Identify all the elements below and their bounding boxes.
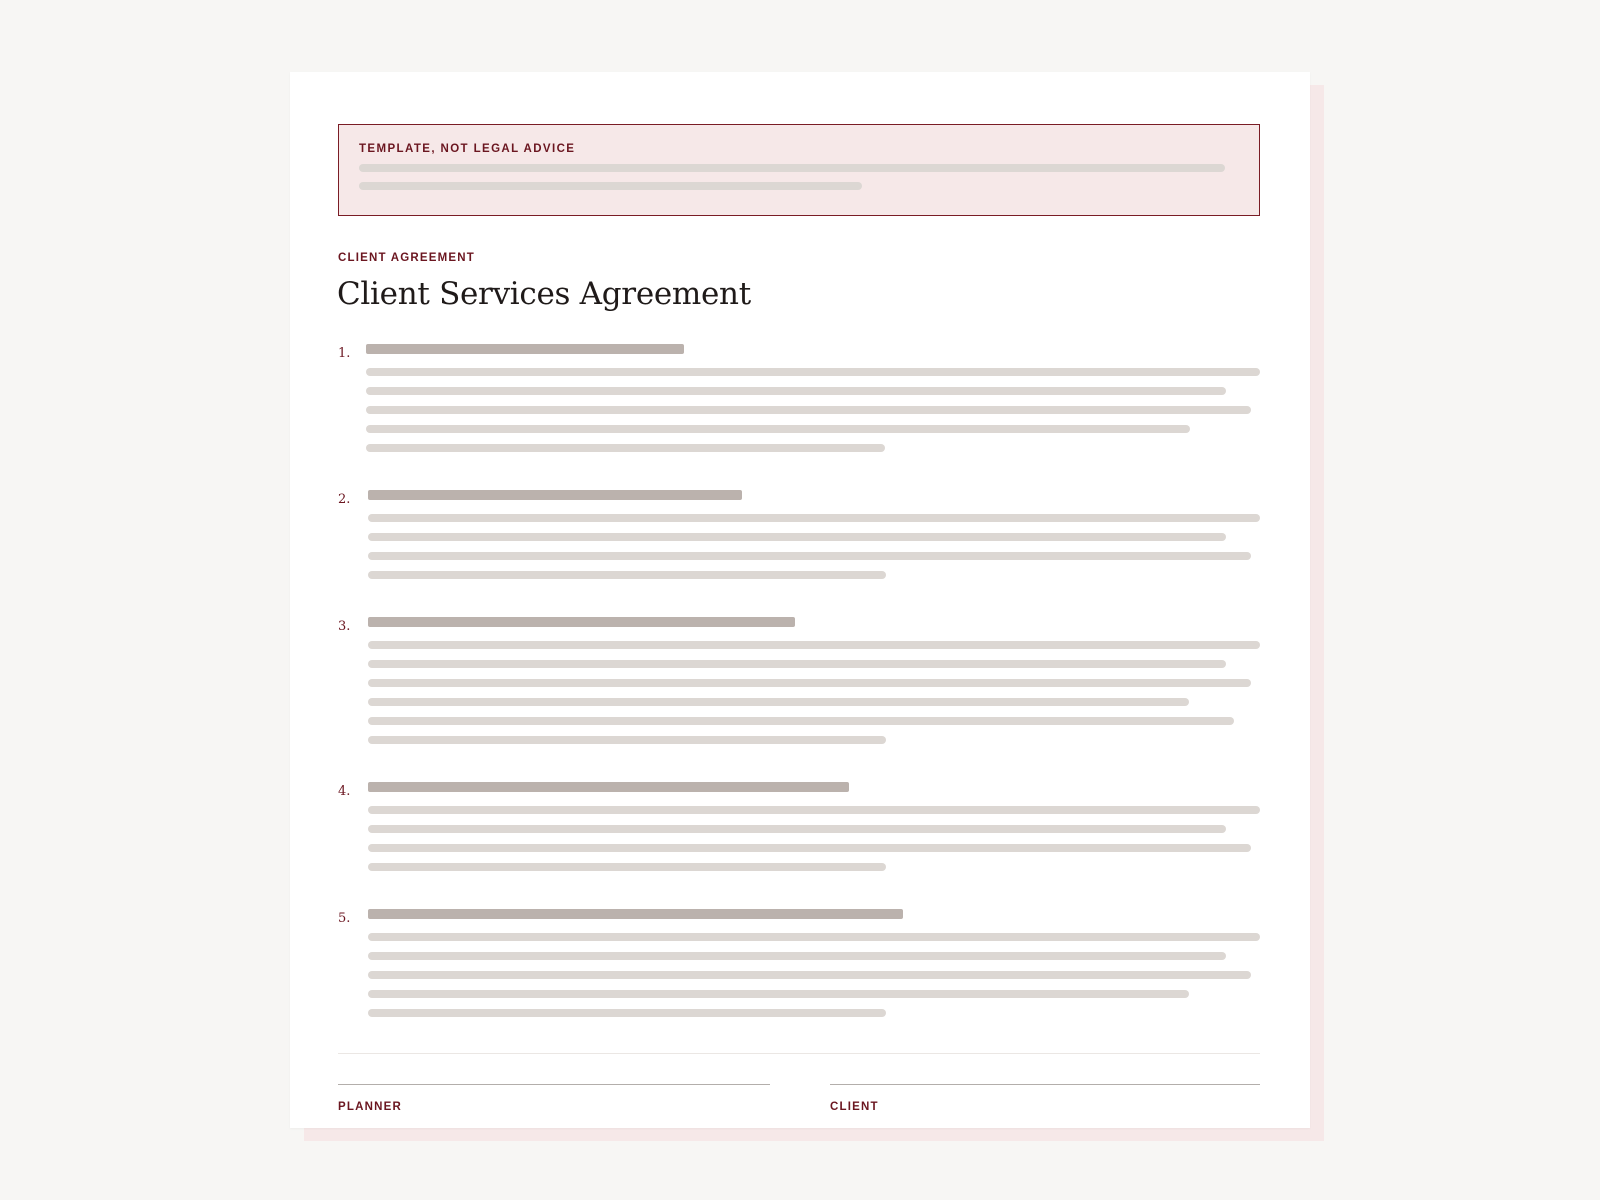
clause-text-line — [368, 933, 1260, 941]
notice-text-line — [359, 164, 1225, 172]
client-signature-label: CLIENT — [830, 1101, 879, 1113]
clause-heading — [368, 909, 903, 919]
clause-text-line — [368, 971, 1251, 979]
clause-text-line — [368, 641, 1260, 649]
clause-text-line — [366, 368, 1260, 376]
clause-text-line — [368, 736, 886, 744]
client-signature-line[interactable] — [830, 1084, 1260, 1085]
clause-text-line — [368, 990, 1189, 998]
clause-text-line — [368, 533, 1226, 541]
clause-text-line — [368, 806, 1260, 814]
clause-text-line — [368, 717, 1234, 725]
clause-number: 4. — [338, 784, 351, 799]
document-title: Client Services Agreement — [337, 276, 751, 312]
clause-text-line — [368, 952, 1226, 960]
document-kicker: CLIENT AGREEMENT — [338, 252, 475, 264]
clause-number: 1. — [338, 346, 351, 361]
clause-text-line — [368, 660, 1226, 668]
planner-signature-line[interactable] — [338, 1084, 770, 1085]
clause-heading — [368, 617, 795, 627]
clause-text-line — [368, 571, 886, 579]
clause-text-line — [368, 552, 1251, 560]
clause-text-line — [368, 863, 886, 871]
clause-number: 2. — [338, 492, 351, 507]
notice-text-line — [359, 182, 862, 190]
disclaimer-label: TEMPLATE, NOT LEGAL ADVICE — [359, 143, 576, 155]
clause-text-line — [368, 825, 1226, 833]
clause-text-line — [366, 444, 885, 452]
clause-text-line — [366, 425, 1190, 433]
document-page — [290, 72, 1310, 1128]
section-divider — [338, 1053, 1260, 1054]
clause-text-line — [368, 514, 1260, 522]
planner-signature-label: PLANNER — [338, 1101, 402, 1113]
clause-number: 5. — [338, 911, 351, 926]
clause-text-line — [368, 1009, 886, 1017]
clause-number: 3. — [338, 619, 351, 634]
clause-heading — [366, 344, 684, 354]
clause-text-line — [366, 406, 1251, 414]
disclaimer-notice — [338, 124, 1260, 216]
clause-heading — [368, 490, 742, 500]
clause-text-line — [366, 387, 1226, 395]
clause-heading — [368, 782, 849, 792]
clause-text-line — [368, 679, 1251, 687]
clause-text-line — [368, 698, 1189, 706]
clause-text-line — [368, 844, 1251, 852]
